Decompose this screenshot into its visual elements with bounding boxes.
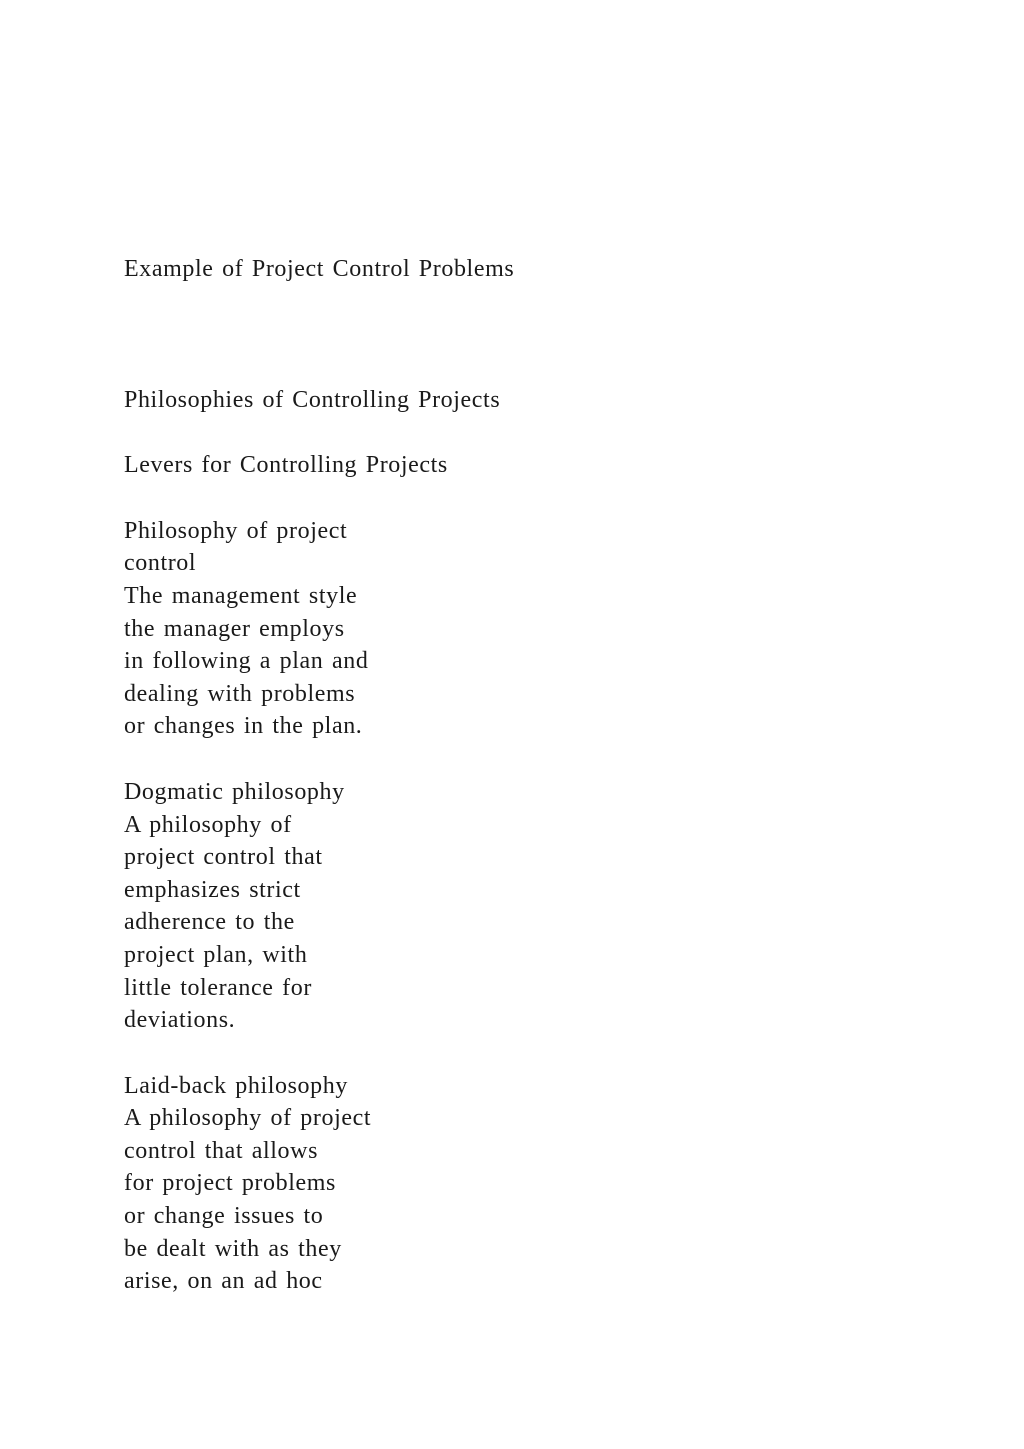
definition-text: A philosophy of project bbox=[124, 1105, 372, 1132]
document-body bbox=[124, 253, 904, 1298]
spacer bbox=[124, 1037, 904, 1070]
definition-text: control that allows bbox=[124, 1137, 319, 1164]
definition-text: A philosophy of bbox=[124, 811, 292, 838]
spacer bbox=[124, 743, 904, 776]
definition-text: dealing with problems bbox=[124, 680, 356, 707]
spacer bbox=[124, 286, 904, 384]
definition-text: be dealt with as they bbox=[124, 1235, 342, 1262]
definition-text: project control that bbox=[124, 844, 323, 871]
definition-text: the manager employs bbox=[124, 615, 345, 642]
definition-laid-back-philosophy bbox=[124, 1070, 904, 1298]
definition-term: Dogmatic philosophy bbox=[124, 778, 345, 805]
definition-term: Laid-back philosophy bbox=[124, 1072, 348, 1099]
definition-text: adherence to the bbox=[124, 909, 295, 936]
definition-term: control bbox=[124, 550, 197, 577]
definition-term: Philosophy of project bbox=[124, 517, 348, 544]
definition-dogmatic-philosophy bbox=[124, 776, 904, 1037]
document-title: Example of Project Control Problems bbox=[124, 256, 515, 282]
definition-text: in following a plan and bbox=[124, 648, 369, 675]
heading-philosophies: Philosophies of Controlling Projects bbox=[124, 386, 501, 413]
definition-text: little tolerance for bbox=[124, 974, 312, 1001]
definition-philosophy-of-project-control bbox=[124, 515, 904, 743]
definition-text: for project problems bbox=[124, 1170, 336, 1197]
definition-text: emphasizes strict bbox=[124, 876, 301, 903]
definition-text: The management style bbox=[124, 582, 358, 609]
heading-levers: Levers for Controlling Projects bbox=[124, 452, 448, 479]
spacer bbox=[124, 482, 904, 515]
definition-text: arise, on an ad hoc bbox=[124, 1268, 323, 1295]
definition-text: deviations. bbox=[124, 1007, 236, 1034]
definition-text: or change issues to bbox=[124, 1203, 324, 1230]
definition-text: or changes in the plan. bbox=[124, 713, 363, 740]
definition-text: project plan, with bbox=[124, 941, 308, 968]
spacer bbox=[124, 416, 904, 449]
